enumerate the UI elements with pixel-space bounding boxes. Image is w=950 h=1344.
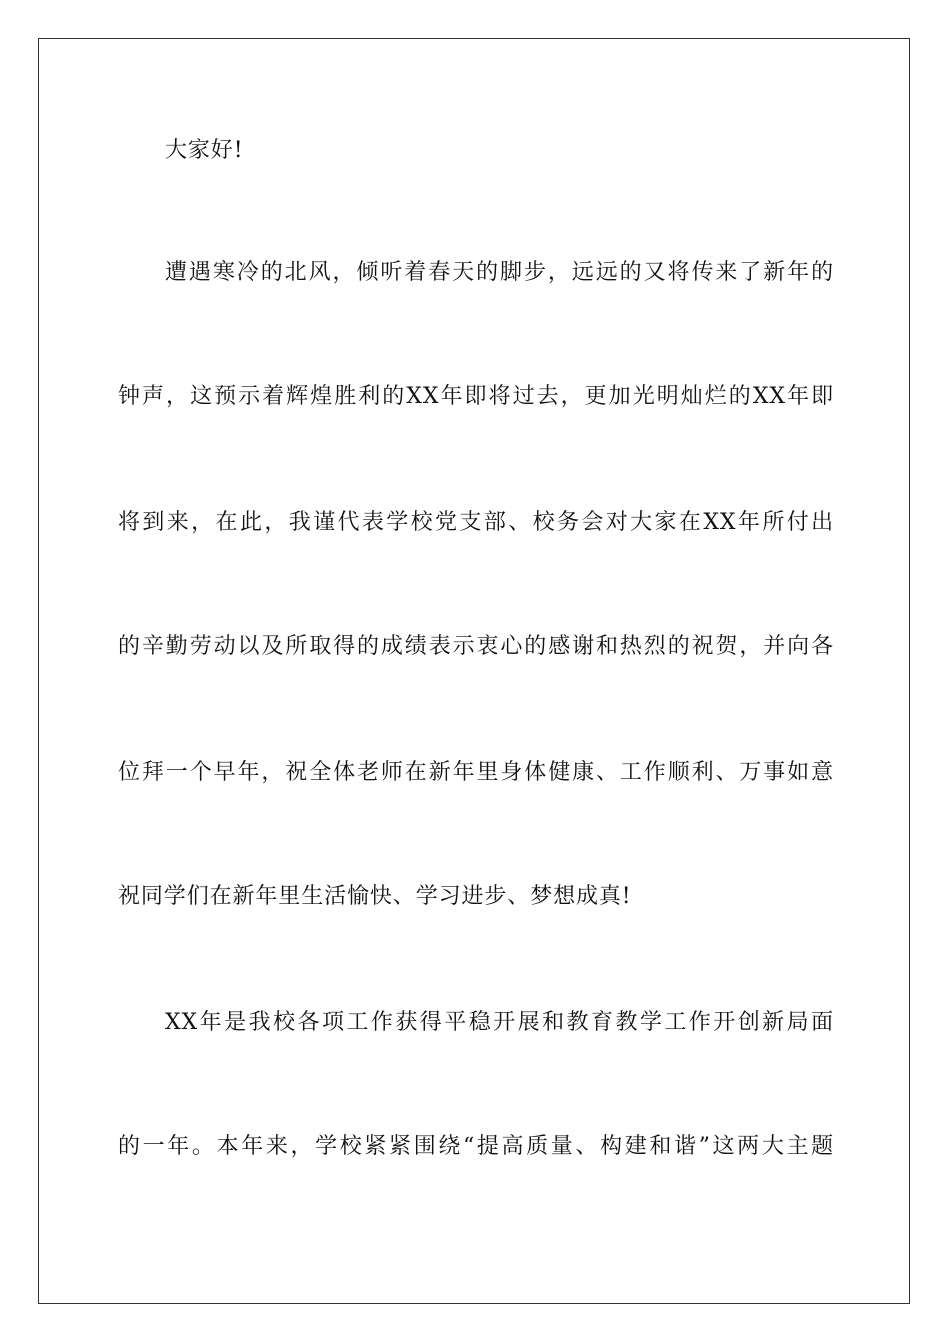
text-line: 将到来，在此，我谨代表学校党支部、校务会对大家在XX年所付出 [118, 510, 834, 535]
text-line: 的一年。本年来，学校紧紧围绕“提高质量、构建和谐”这两大主题 [118, 1134, 834, 1159]
text-line-greeting: 大家好! [165, 138, 244, 163]
text-line: 遭遇寒冷的北风，倾听着春天的脚步，远远的又将传来了新年的 [165, 260, 834, 285]
text-line: XX年是我校各项工作获得平稳开展和教育教学工作开创新局面 [165, 1010, 834, 1035]
page-frame [38, 38, 910, 1304]
text-line: 祝同学们在新年里生活愉快、学习进步、梦想成真! [118, 884, 632, 909]
text-line: 位拜一个早年，祝全体老师在新年里身体健康、工作顺利、万事如意 [118, 760, 834, 785]
text-line: 的辛勤劳动以及所取得的成绩表示衷心的感谢和热烈的祝贺，并向各 [118, 634, 834, 659]
text-line: 钟声，这预示着辉煌胜利的XX年即将过去，更加光明灿烂的XX年即 [118, 384, 834, 409]
